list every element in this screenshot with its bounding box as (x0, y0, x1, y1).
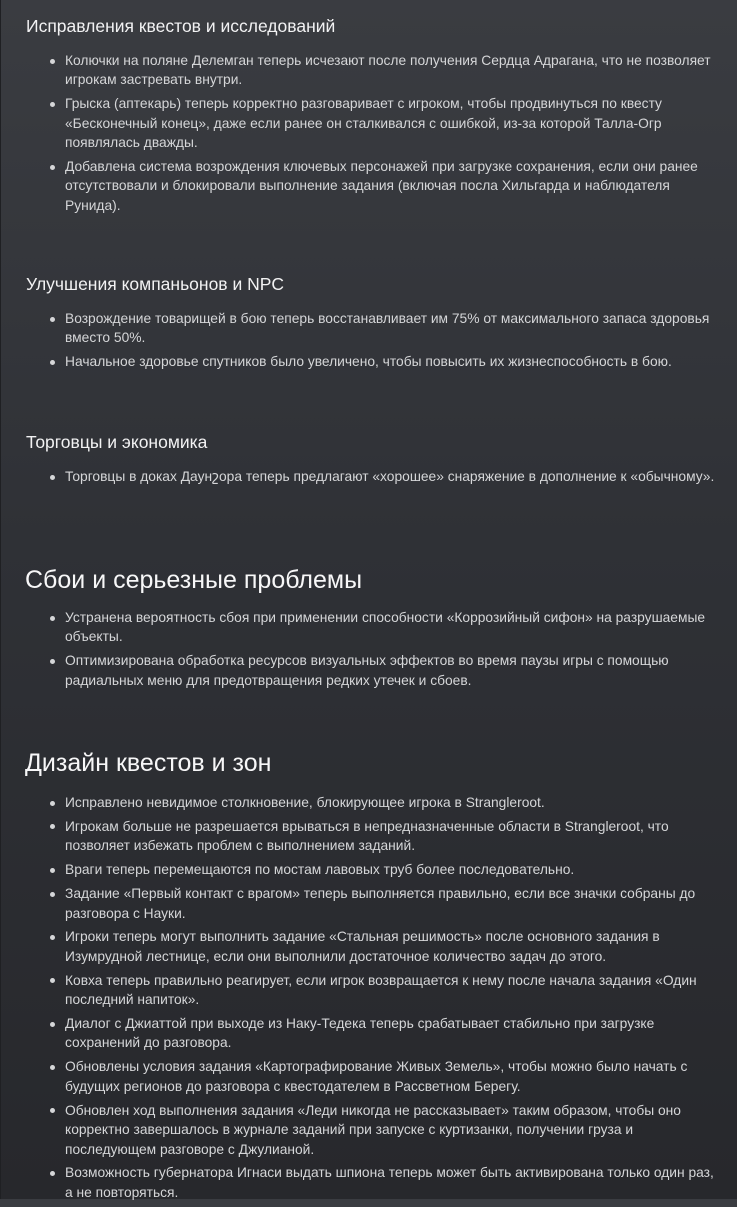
list-item: Враги теперь перемещаются по мостам лавовых труб более последовательно. (1, 860, 737, 879)
list-item: Добавлена система возрождения ключевых персонажей при загрузке сохранения, если они ранее отсутствовали и блокировали выполнение задания (включая посла Хильгарда и наблюдателя Рунида). (1, 157, 737, 215)
section-title: Улучшения компаньонов и NPC (26, 274, 285, 294)
section-crashes (1, 564, 737, 695)
list-item: Исправлено невидимое столкновение, блокирующее игрока в Strangleroot. (1, 793, 737, 812)
section-merchants (1, 430, 737, 491)
list-item: Возможность губернатора Игнаси выдать шпиона теперь может быть активирована только один раз, а не повторяться. (1, 1163, 737, 1202)
list-item: Возрождение товарищей в бою теперь восстанавливает им 75% от максимального запаса здоровья вместо 50%. (1, 309, 737, 348)
list-item: Задание «Первый контакт с врагом» теперь выполняется правильно, если все значки собраны до разговора с Науки. (1, 884, 737, 923)
list-item: Диалог с Джиаттой при выходе из Наку-Тедека теперь срабатывает стабильно при загрузке сохранений до разговора. (1, 1014, 737, 1053)
section-quest-fixes (1, 14, 737, 220)
list-item: Ковха теперь правильно реагирует, если игрок возвращается к нему после начала задания «Один последний напиток». (1, 971, 737, 1010)
section-title: Сбои и серьезные проблемы (25, 566, 363, 594)
section-quest-design (1, 747, 737, 1207)
list-item: Торговцы в доках Даунշора теперь предлагают «хорошее» снаряжение в дополнение к «обычному». (1, 467, 737, 486)
bullet-list (1, 51, 737, 215)
list-item: Колючки на поляне Делемган теперь исчезают после получения Сердца Адрагана, что не позволяет игрокам застревать внутри. (1, 51, 737, 90)
bullet-list (1, 467, 737, 486)
list-item: Обновлен ход выполнения задания «Леди никогда не рассказывает» таким образом, чтобы оно корректно завершалось в журнале заданий при запуске с куртизанки, получении груза и последующем разговоре с Джулианой. (1, 1101, 737, 1159)
list-item: Начальное здоровье спутников было увеличено, чтобы повысить их жизнеспособность в бою. (1, 352, 737, 371)
section-title: Дизайн квестов и зон (25, 749, 272, 777)
list-item: Грыска (аптекарь) теперь корректно разговаривает с игроком, чтобы продвинуться по квесту «Бесконечный конец», даже если ранее он сталкивался с ошибкой, из-за которой Талла-Огр появлялась дважды. (1, 94, 737, 152)
bullet-list (1, 608, 737, 690)
list-item: Игроки теперь могут выполнить задание «Стальная решимость» после основного задания в Изумрудной лестнице, если они выполнили достаточное количество задач до этого. (1, 927, 737, 966)
bullet-list (1, 309, 737, 372)
section-title: Торговцы и экономика (26, 432, 208, 452)
section-title: Исправления квестов и исследований (26, 16, 336, 36)
list-item: Устранена вероятность сбоя при применении способности «Коррозийный сифон» на разрушаемые объекты. (1, 608, 737, 647)
section-companions (1, 272, 737, 376)
list-item: Игрокам больше не разрешается врываться в непредназначенные области в Strangleroot, что позволяет избежать проблем с выполнением заданий. (1, 817, 737, 856)
list-item: Обновлены условия задания «Картографирование Живых Земель», чтобы можно было начать с будущих регионов до разговора с квестодателем в Рассветном Берегу. (1, 1057, 737, 1096)
bullet-list (1, 793, 737, 1202)
list-item: Оптимизирована обработка ресурсов визуальных эффектов во время паузы игры с помощью радиальных меню для предотвращения редких утечек и сбоев. (1, 651, 737, 690)
